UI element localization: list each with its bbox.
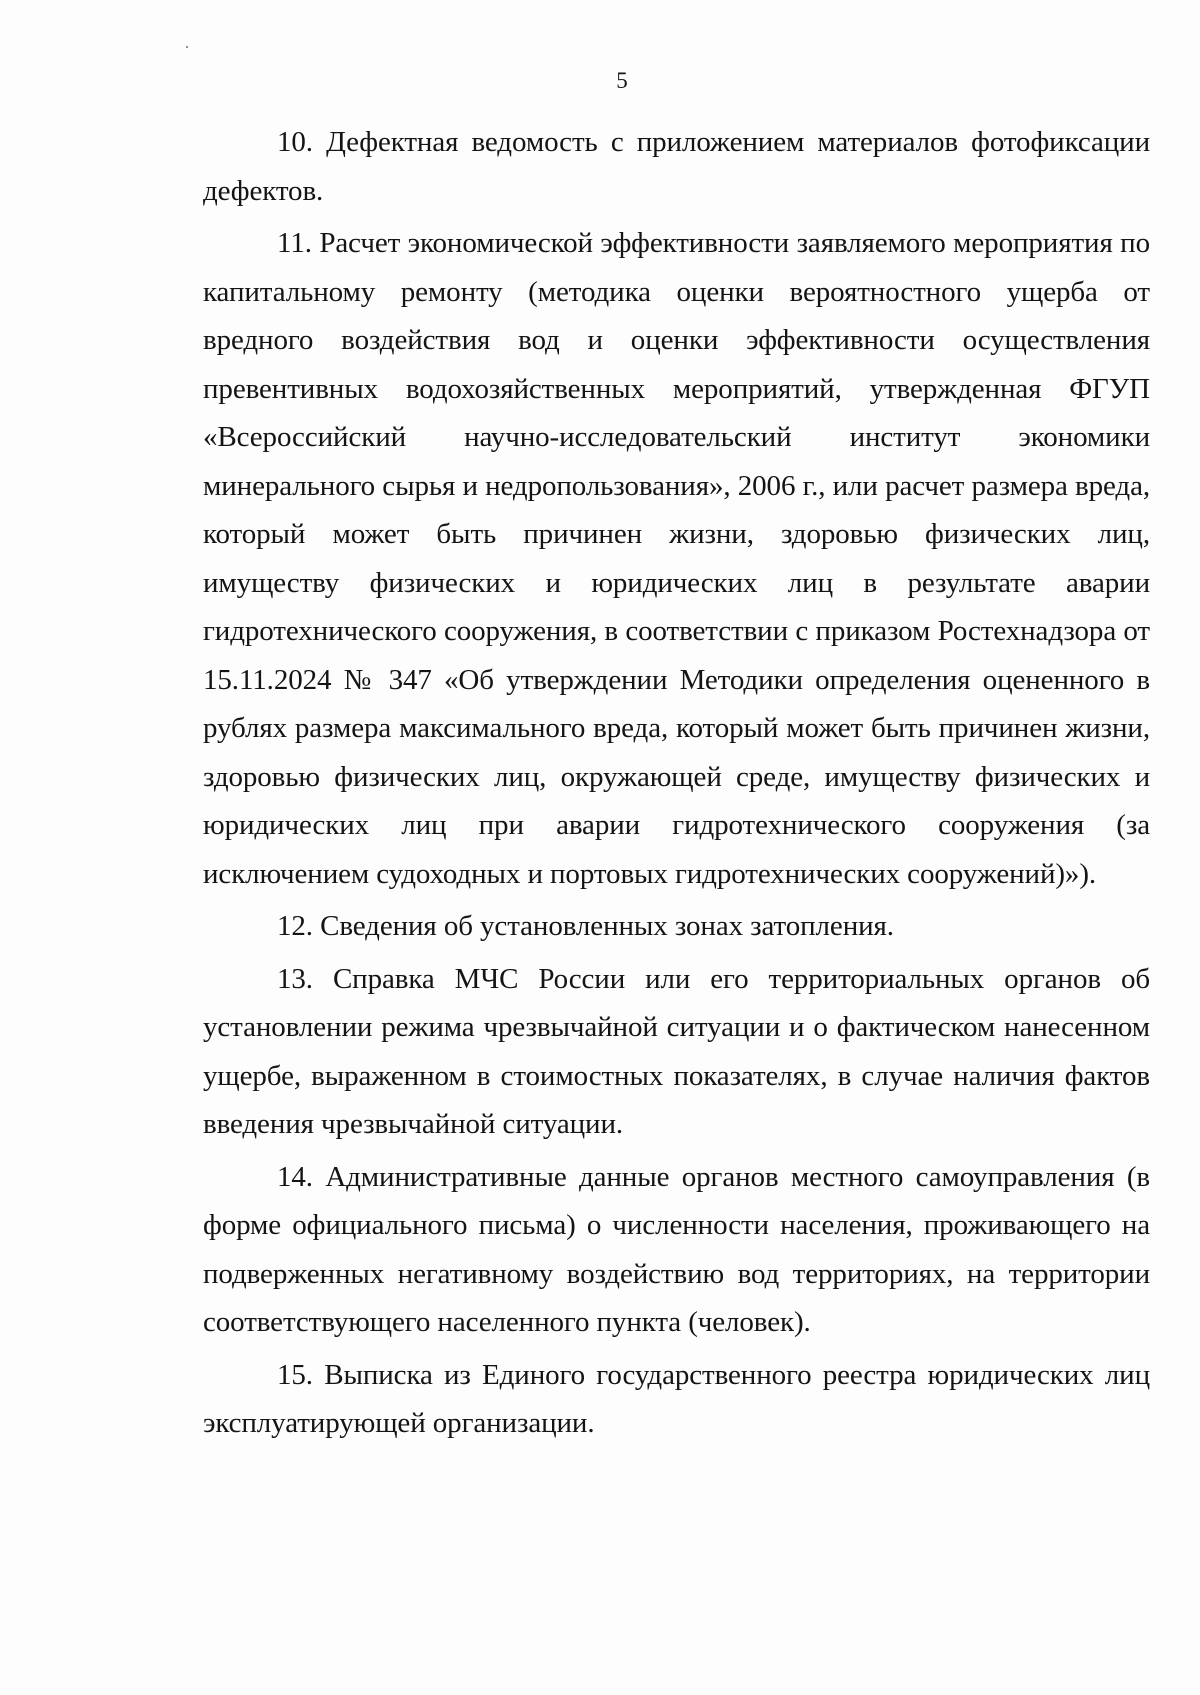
list-item xyxy=(203,118,1150,215)
item-text: Сведения об установленных зонах затопления. xyxy=(320,910,894,942)
document-body xyxy=(203,118,1150,1452)
item-number: 11. xyxy=(277,227,312,259)
item-number: 14. xyxy=(277,1160,313,1193)
list-item xyxy=(203,219,1150,898)
item-text: Расчет экономической эффективности заявляемого мероприятия по капитальному ремонту (методика оценки вероятностного ущерба от вредного воздействия вод и оценки эффективности осуществления превентивных водохозяйственных мероприятий, утвержденная ФГУП «Всероссийский научно-исследовательский институт экономики минерального сырья и недропользования», 2006 г., или расчет размера вреда, который может быть причинен жизни, здоровью физических лиц, имуществу физических и юридических лиц в результате аварии гидротехнического сооружения, в соответствии с приказом Ростехнадзора от 15.11.2024 № 347 «Об утверждении Методики определения оцененного в рублях размера максимального вреда, который может быть причинен жизни, здоровью физических лиц, окружающей среде, имуществу физических и юридических лиц при аварии гидротехнического сооружения (за исключением судоходных и портовых гидротехнических сооружений)»). xyxy=(203,227,1150,890)
item-text: Дефектная ведомость с приложением материалов фотофиксации дефектов. xyxy=(203,126,1150,207)
item-number: 15. xyxy=(277,1358,313,1391)
page-number: 5 xyxy=(616,68,628,93)
item-number: 13. xyxy=(277,962,313,995)
item-text: Административные данные органов местного самоуправления (в форме официального письма) о численности населения, проживающего на подверженных негативному воздействию вод территориях, на территории соответствующего населенного пункта (человек). xyxy=(203,1160,1150,1338)
item-number: 12. xyxy=(277,910,313,942)
item-number: 10. xyxy=(277,126,313,158)
item-text: Выписка из Единого государственного реестра юридических лиц эксплуатирующей организации. xyxy=(203,1358,1150,1439)
list-item xyxy=(203,1351,1150,1448)
list-item xyxy=(203,1153,1150,1347)
list-item xyxy=(203,955,1150,1149)
scan-speck xyxy=(186,46,188,48)
list-item xyxy=(203,902,1150,951)
item-text: Справка МЧС России или его территориальных органов об установлении режима чрезвычайной ситуации и о фактическом нанесенном ущербе, выраженном в стоимостных показателях, в случае наличия фактов введения чрезвычайной ситуации. xyxy=(203,962,1150,1140)
